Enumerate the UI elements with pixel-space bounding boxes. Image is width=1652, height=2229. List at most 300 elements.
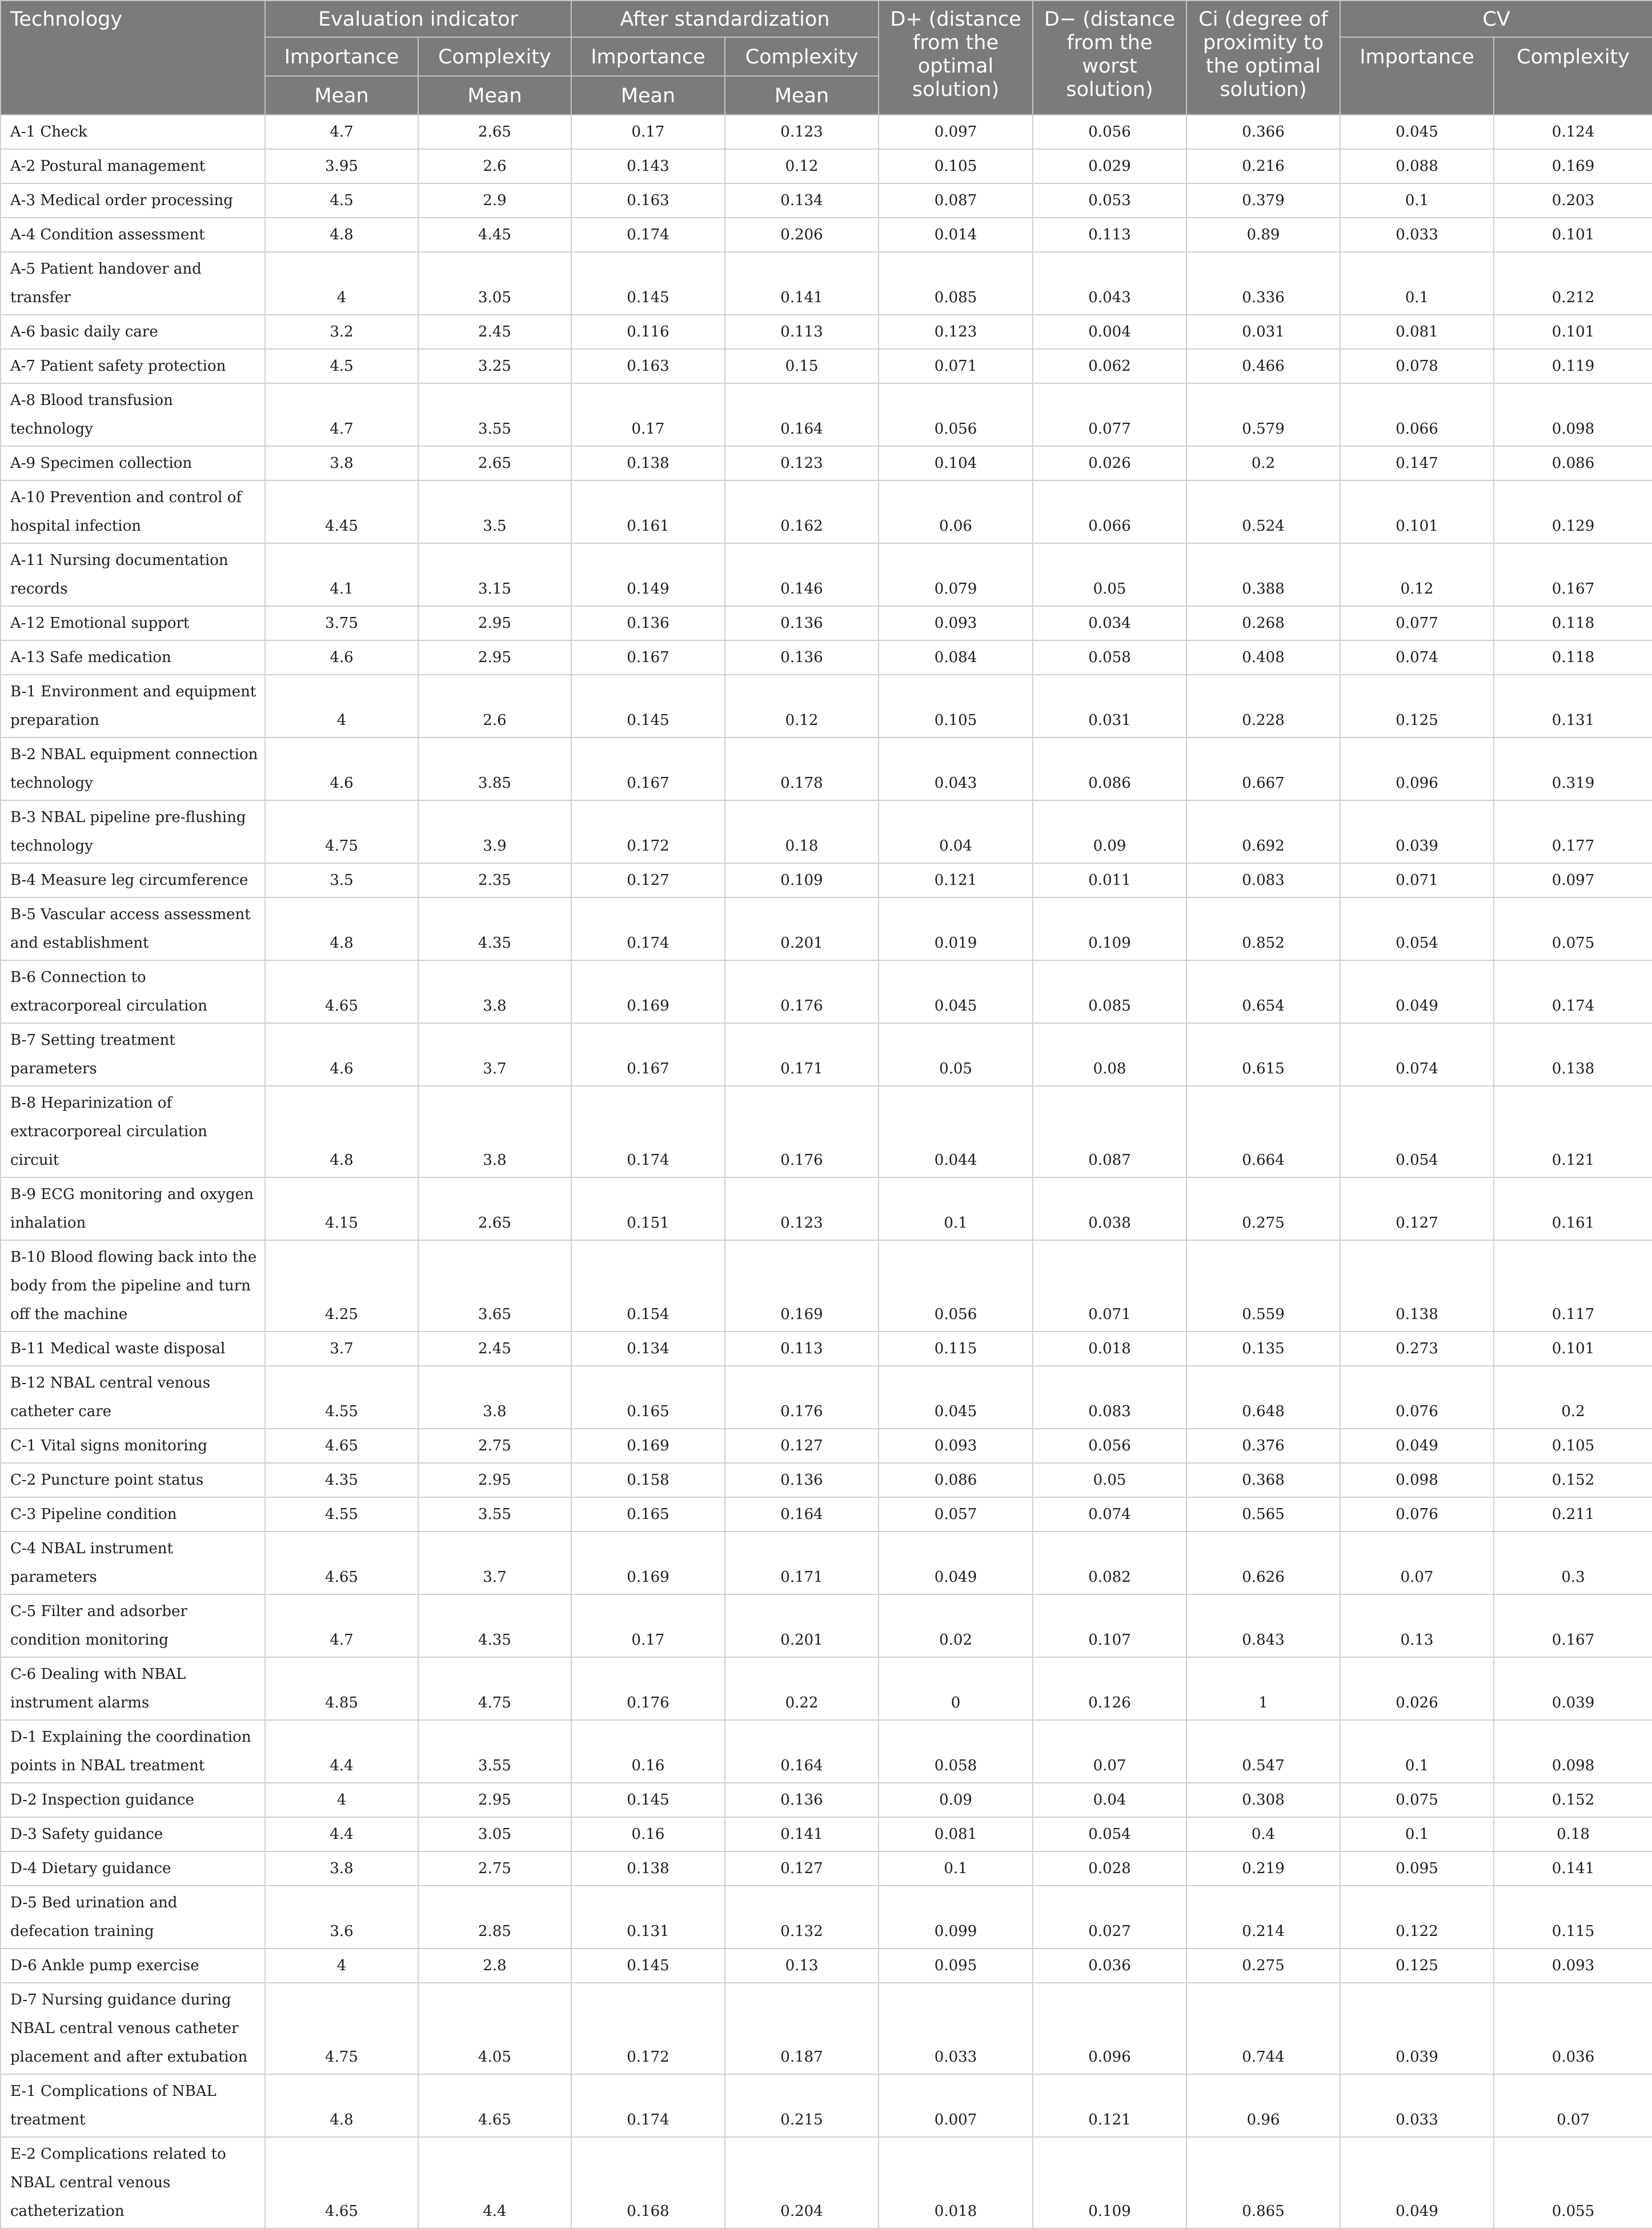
technology-cell: D-3 Safety guidance xyxy=(1,1817,265,1851)
complexity-mean-cell: 2.95 xyxy=(418,1783,571,1817)
importance-standardized-cell: 0.167 xyxy=(571,737,725,800)
importance-mean-cell: 3.7 xyxy=(265,1332,418,1366)
table-row xyxy=(1,1023,1652,1086)
importance-standardized-cell: 0.145 xyxy=(571,252,725,315)
d-plus-cell: 0.02 xyxy=(879,1594,1033,1657)
cv-complexity-cell: 0.167 xyxy=(1494,543,1652,606)
table-row xyxy=(1,1429,1652,1463)
d-minus-cell: 0.113 xyxy=(1033,218,1186,252)
cv-complexity-cell: 0.119 xyxy=(1494,349,1652,383)
cv-complexity-cell: 0.18 xyxy=(1494,1817,1652,1851)
header-d-plus: D+ (distance from the optimal solution) xyxy=(879,1,1033,115)
technology-cell: A-10 Prevention and control of hospital infection xyxy=(1,480,265,543)
d-plus-cell: 0.104 xyxy=(879,446,1033,480)
complexity-standardized-cell: 0.123 xyxy=(725,1177,879,1240)
cv-complexity-cell: 0.093 xyxy=(1494,1949,1652,1983)
cv-complexity-cell: 0.101 xyxy=(1494,1332,1652,1366)
ci-cell: 0.565 xyxy=(1186,1497,1340,1532)
cv-importance-cell: 0.273 xyxy=(1340,1332,1494,1366)
complexity-standardized-cell: 0.12 xyxy=(725,675,879,737)
ci-cell: 0.626 xyxy=(1186,1532,1340,1594)
ci-cell: 0.031 xyxy=(1186,315,1340,349)
importance-standardized-cell: 0.172 xyxy=(571,1983,725,2074)
complexity-mean-cell: 2.95 xyxy=(418,1463,571,1497)
technology-cell: A-1 Check xyxy=(1,115,265,149)
importance-mean-cell: 4.25 xyxy=(265,1240,418,1332)
technology-cell: C-5 Filter and adsorber condition monitoring xyxy=(1,1594,265,1657)
importance-standardized-cell: 0.138 xyxy=(571,446,725,480)
cv-importance-cell: 0.13 xyxy=(1340,1594,1494,1657)
header-mean: Mean xyxy=(265,76,418,115)
cv-complexity-cell: 0.319 xyxy=(1494,737,1652,800)
importance-standardized-cell: 0.16 xyxy=(571,1817,725,1851)
cv-importance-cell: 0.074 xyxy=(1340,640,1494,675)
complexity-mean-cell: 4.45 xyxy=(418,218,571,252)
d-plus-cell: 0.049 xyxy=(879,1532,1033,1594)
complexity-standardized-cell: 0.123 xyxy=(725,446,879,480)
technology-cell: D-6 Ankle pump exercise xyxy=(1,1949,265,1983)
complexity-standardized-cell: 0.164 xyxy=(725,383,879,446)
complexity-mean-cell: 2.35 xyxy=(418,863,571,897)
d-plus-cell: 0.09 xyxy=(879,1783,1033,1817)
cv-importance-cell: 0.098 xyxy=(1340,1463,1494,1497)
d-plus-cell: 0.099 xyxy=(879,1886,1033,1949)
d-plus-cell: 0.086 xyxy=(879,1463,1033,1497)
cv-complexity-cell: 0.3 xyxy=(1494,1532,1652,1594)
cv-complexity-cell: 0.124 xyxy=(1494,115,1652,149)
complexity-mean-cell: 2.95 xyxy=(418,606,571,640)
importance-mean-cell: 4.7 xyxy=(265,1594,418,1657)
complexity-mean-cell: 4.65 xyxy=(418,2074,571,2137)
d-plus-cell: 0.018 xyxy=(879,2137,1033,2228)
complexity-mean-cell: 4.35 xyxy=(418,897,571,960)
technology-cell: B-12 NBAL central venous catheter care xyxy=(1,1366,265,1429)
header-d-minus: D− (distance from the worst solution) xyxy=(1033,1,1186,115)
d-minus-cell: 0.087 xyxy=(1033,1086,1186,1177)
complexity-standardized-cell: 0.136 xyxy=(725,640,879,675)
d-plus-cell: 0.115 xyxy=(879,1332,1033,1366)
importance-standardized-cell: 0.174 xyxy=(571,1086,725,1177)
table-row xyxy=(1,115,1652,149)
importance-mean-cell: 4.8 xyxy=(265,2074,418,2137)
ci-cell: 1 xyxy=(1186,1657,1340,1720)
technology-cell: A-5 Patient handover and transfer xyxy=(1,252,265,315)
d-minus-cell: 0.029 xyxy=(1033,149,1186,183)
cv-complexity-cell: 0.105 xyxy=(1494,1429,1652,1463)
d-minus-cell: 0.109 xyxy=(1033,2137,1186,2228)
cv-importance-cell: 0.076 xyxy=(1340,1497,1494,1532)
ci-cell: 0.89 xyxy=(1186,218,1340,252)
technology-cell: A-13 Safe medication xyxy=(1,640,265,675)
complexity-standardized-cell: 0.123 xyxy=(725,115,879,149)
table-row xyxy=(1,1949,1652,1983)
d-minus-cell: 0.054 xyxy=(1033,1817,1186,1851)
technology-cell: B-7 Setting treatment parameters xyxy=(1,1023,265,1086)
complexity-standardized-cell: 0.171 xyxy=(725,1532,879,1594)
ci-cell: 0.376 xyxy=(1186,1429,1340,1463)
cv-complexity-cell: 0.118 xyxy=(1494,640,1652,675)
d-minus-cell: 0.026 xyxy=(1033,446,1186,480)
table-row xyxy=(1,1366,1652,1429)
importance-standardized-cell: 0.17 xyxy=(571,1594,725,1657)
table-row xyxy=(1,1594,1652,1657)
technology-cell: A-2 Postural management xyxy=(1,149,265,183)
d-minus-cell: 0.04 xyxy=(1033,1783,1186,1817)
ci-cell: 0.865 xyxy=(1186,2137,1340,2228)
importance-mean-cell: 3.2 xyxy=(265,315,418,349)
d-plus-cell: 0.056 xyxy=(879,1240,1033,1332)
importance-standardized-cell: 0.145 xyxy=(571,1949,725,1983)
header-mean: Mean xyxy=(571,76,725,115)
header-complexity: Complexity xyxy=(725,37,879,76)
d-plus-cell: 0.056 xyxy=(879,383,1033,446)
d-plus-cell: 0.123 xyxy=(879,315,1033,349)
d-minus-cell: 0.027 xyxy=(1033,1886,1186,1949)
table-row xyxy=(1,383,1652,446)
complexity-standardized-cell: 0.215 xyxy=(725,2074,879,2137)
importance-standardized-cell: 0.17 xyxy=(571,115,725,149)
cv-importance-cell: 0.1 xyxy=(1340,1817,1494,1851)
complexity-standardized-cell: 0.136 xyxy=(725,606,879,640)
table-row xyxy=(1,640,1652,675)
table-row xyxy=(1,1177,1652,1240)
cv-importance-cell: 0.066 xyxy=(1340,383,1494,446)
complexity-mean-cell: 3.85 xyxy=(418,737,571,800)
header-cv-importance: Importance xyxy=(1340,37,1494,115)
complexity-standardized-cell: 0.162 xyxy=(725,480,879,543)
cv-complexity-cell: 0.118 xyxy=(1494,606,1652,640)
importance-standardized-cell: 0.116 xyxy=(571,315,725,349)
technology-cell: A-7 Patient safety protection xyxy=(1,349,265,383)
d-minus-cell: 0.062 xyxy=(1033,349,1186,383)
importance-mean-cell: 4.5 xyxy=(265,349,418,383)
complexity-mean-cell: 2.65 xyxy=(418,1177,571,1240)
d-minus-cell: 0.056 xyxy=(1033,1429,1186,1463)
cv-importance-cell: 0.033 xyxy=(1340,218,1494,252)
complexity-mean-cell: 4.75 xyxy=(418,1657,571,1720)
complexity-standardized-cell: 0.113 xyxy=(725,1332,879,1366)
complexity-mean-cell: 4.35 xyxy=(418,1594,571,1657)
d-plus-cell: 0.033 xyxy=(879,1983,1033,2074)
importance-standardized-cell: 0.167 xyxy=(571,640,725,675)
cv-importance-cell: 0.076 xyxy=(1340,1366,1494,1429)
d-plus-cell: 0.043 xyxy=(879,737,1033,800)
complexity-mean-cell: 2.45 xyxy=(418,315,571,349)
complexity-standardized-cell: 0.178 xyxy=(725,737,879,800)
importance-mean-cell: 4.75 xyxy=(265,1983,418,2074)
d-minus-cell: 0.107 xyxy=(1033,1594,1186,1657)
importance-standardized-cell: 0.16 xyxy=(571,1720,725,1783)
cv-importance-cell: 0.125 xyxy=(1340,1949,1494,1983)
d-minus-cell: 0.028 xyxy=(1033,1851,1186,1886)
complexity-standardized-cell: 0.176 xyxy=(725,960,879,1023)
ci-cell: 0.2 xyxy=(1186,446,1340,480)
table-row xyxy=(1,1532,1652,1594)
complexity-standardized-cell: 0.176 xyxy=(725,1366,879,1429)
d-minus-cell: 0.077 xyxy=(1033,383,1186,446)
cv-importance-cell: 0.049 xyxy=(1340,960,1494,1023)
cv-complexity-cell: 0.138 xyxy=(1494,1023,1652,1086)
complexity-mean-cell: 2.95 xyxy=(418,640,571,675)
cv-importance-cell: 0.039 xyxy=(1340,1983,1494,2074)
d-minus-cell: 0.011 xyxy=(1033,863,1186,897)
technology-cell: D-2 Inspection guidance xyxy=(1,1783,265,1817)
technology-cell: B-3 NBAL pipeline pre-flushing technology xyxy=(1,800,265,863)
cv-complexity-cell: 0.115 xyxy=(1494,1886,1652,1949)
importance-mean-cell: 4.65 xyxy=(265,960,418,1023)
table-row xyxy=(1,1657,1652,1720)
d-plus-cell: 0.079 xyxy=(879,543,1033,606)
importance-mean-cell: 4.8 xyxy=(265,1086,418,1177)
importance-mean-cell: 4.8 xyxy=(265,897,418,960)
complexity-mean-cell: 2.45 xyxy=(418,1332,571,1366)
cv-importance-cell: 0.088 xyxy=(1340,149,1494,183)
importance-mean-cell: 4.45 xyxy=(265,480,418,543)
ci-cell: 0.579 xyxy=(1186,383,1340,446)
table-row xyxy=(1,315,1652,349)
complexity-standardized-cell: 0.206 xyxy=(725,218,879,252)
d-plus-cell: 0.057 xyxy=(879,1497,1033,1532)
d-plus-cell: 0.04 xyxy=(879,800,1033,863)
table-row xyxy=(1,1817,1652,1851)
complexity-mean-cell: 2.75 xyxy=(418,1429,571,1463)
d-minus-cell: 0.036 xyxy=(1033,1949,1186,1983)
importance-mean-cell: 4 xyxy=(265,675,418,737)
complexity-mean-cell: 3.7 xyxy=(418,1532,571,1594)
cv-importance-cell: 0.147 xyxy=(1340,446,1494,480)
d-minus-cell: 0.09 xyxy=(1033,800,1186,863)
complexity-standardized-cell: 0.13 xyxy=(725,1949,879,1983)
importance-standardized-cell: 0.172 xyxy=(571,800,725,863)
cv-complexity-cell: 0.2 xyxy=(1494,1366,1652,1429)
d-plus-cell: 0.105 xyxy=(879,149,1033,183)
table-row xyxy=(1,800,1652,863)
cv-importance-cell: 0.101 xyxy=(1340,480,1494,543)
cv-complexity-cell: 0.101 xyxy=(1494,218,1652,252)
importance-mean-cell: 4.65 xyxy=(265,2137,418,2228)
cv-importance-cell: 0.12 xyxy=(1340,543,1494,606)
complexity-mean-cell: 2.65 xyxy=(418,115,571,149)
cv-complexity-cell: 0.097 xyxy=(1494,863,1652,897)
ci-cell: 0.559 xyxy=(1186,1240,1340,1332)
cv-importance-cell: 0.078 xyxy=(1340,349,1494,383)
cv-complexity-cell: 0.117 xyxy=(1494,1240,1652,1332)
table-row xyxy=(1,543,1652,606)
technology-cell: B-9 ECG monitoring and oxygen inhalation xyxy=(1,1177,265,1240)
complexity-mean-cell: 3.05 xyxy=(418,1817,571,1851)
table-row xyxy=(1,897,1652,960)
ci-cell: 0.667 xyxy=(1186,737,1340,800)
d-minus-cell: 0.018 xyxy=(1033,1332,1186,1366)
cv-importance-cell: 0.138 xyxy=(1340,1240,1494,1332)
cv-importance-cell: 0.122 xyxy=(1340,1886,1494,1949)
importance-standardized-cell: 0.165 xyxy=(571,1366,725,1429)
ci-cell: 0.275 xyxy=(1186,1177,1340,1240)
technology-cell: C-3 Pipeline condition xyxy=(1,1497,265,1532)
complexity-mean-cell: 2.6 xyxy=(418,149,571,183)
header-importance: Importance xyxy=(571,37,725,76)
ci-cell: 0.96 xyxy=(1186,2074,1340,2137)
table-row xyxy=(1,480,1652,543)
complexity-standardized-cell: 0.164 xyxy=(725,1720,879,1783)
d-minus-cell: 0.031 xyxy=(1033,675,1186,737)
complexity-standardized-cell: 0.134 xyxy=(725,183,879,218)
cv-complexity-cell: 0.098 xyxy=(1494,383,1652,446)
table-row xyxy=(1,863,1652,897)
technology-cell: A-11 Nursing documentation records xyxy=(1,543,265,606)
importance-standardized-cell: 0.131 xyxy=(571,1886,725,1949)
d-minus-cell: 0.074 xyxy=(1033,1497,1186,1532)
importance-standardized-cell: 0.145 xyxy=(571,1783,725,1817)
importance-standardized-cell: 0.158 xyxy=(571,1463,725,1497)
table-row xyxy=(1,1086,1652,1177)
cv-complexity-cell: 0.169 xyxy=(1494,149,1652,183)
cv-complexity-cell: 0.152 xyxy=(1494,1783,1652,1817)
ci-cell: 0.4 xyxy=(1186,1817,1340,1851)
complexity-mean-cell: 3.55 xyxy=(418,1497,571,1532)
importance-mean-cell: 3.75 xyxy=(265,606,418,640)
d-plus-cell: 0.1 xyxy=(879,1851,1033,1886)
complexity-mean-cell: 2.8 xyxy=(418,1949,571,1983)
technology-cell: B-6 Connection to extracorporeal circulation xyxy=(1,960,265,1023)
cv-complexity-cell: 0.161 xyxy=(1494,1177,1652,1240)
d-minus-cell: 0.071 xyxy=(1033,1240,1186,1332)
d-plus-cell: 0.05 xyxy=(879,1023,1033,1086)
importance-mean-cell: 4.65 xyxy=(265,1429,418,1463)
complexity-mean-cell: 2.65 xyxy=(418,446,571,480)
complexity-mean-cell: 3.9 xyxy=(418,800,571,863)
table-row xyxy=(1,2074,1652,2137)
table-row xyxy=(1,606,1652,640)
d-minus-cell: 0.05 xyxy=(1033,1463,1186,1497)
cv-importance-cell: 0.054 xyxy=(1340,897,1494,960)
technology-cell: D-1 Explaining the coordination points in NBAL treatment xyxy=(1,1720,265,1783)
ci-cell: 0.466 xyxy=(1186,349,1340,383)
importance-mean-cell: 4 xyxy=(265,1783,418,1817)
ci-cell: 0.664 xyxy=(1186,1086,1340,1177)
table-row xyxy=(1,1497,1652,1532)
ci-cell: 0.852 xyxy=(1186,897,1340,960)
d-minus-cell: 0.082 xyxy=(1033,1532,1186,1594)
cv-complexity-cell: 0.141 xyxy=(1494,1851,1652,1886)
complexity-mean-cell: 2.6 xyxy=(418,675,571,737)
technology-cell: A-9 Specimen collection xyxy=(1,446,265,480)
ci-cell: 0.219 xyxy=(1186,1851,1340,1886)
importance-standardized-cell: 0.163 xyxy=(571,183,725,218)
table-row xyxy=(1,1720,1652,1783)
complexity-mean-cell: 3.8 xyxy=(418,1366,571,1429)
cv-importance-cell: 0.095 xyxy=(1340,1851,1494,1886)
complexity-mean-cell: 2.75 xyxy=(418,1851,571,1886)
complexity-standardized-cell: 0.18 xyxy=(725,800,879,863)
d-minus-cell: 0.038 xyxy=(1033,1177,1186,1240)
ci-cell: 0.214 xyxy=(1186,1886,1340,1949)
header-ci: Ci (degree of proximity to the optimal solution) xyxy=(1186,1,1340,115)
importance-standardized-cell: 0.167 xyxy=(571,1023,725,1086)
cv-complexity-cell: 0.131 xyxy=(1494,675,1652,737)
d-plus-cell: 0.087 xyxy=(879,183,1033,218)
technology-cell: E-1 Complications of NBAL treatment xyxy=(1,2074,265,2137)
d-plus-cell: 0.093 xyxy=(879,606,1033,640)
complexity-standardized-cell: 0.12 xyxy=(725,149,879,183)
complexity-standardized-cell: 0.127 xyxy=(725,1429,879,1463)
cv-importance-cell: 0.045 xyxy=(1340,115,1494,149)
importance-mean-cell: 4.75 xyxy=(265,800,418,863)
importance-mean-cell: 4 xyxy=(265,252,418,315)
complexity-mean-cell: 3.55 xyxy=(418,1720,571,1783)
importance-standardized-cell: 0.154 xyxy=(571,1240,725,1332)
importance-mean-cell: 4.7 xyxy=(265,383,418,446)
complexity-mean-cell: 3.7 xyxy=(418,1023,571,1086)
cv-importance-cell: 0.049 xyxy=(1340,2137,1494,2228)
complexity-standardized-cell: 0.127 xyxy=(725,1851,879,1886)
table-row xyxy=(1,252,1652,315)
table-row xyxy=(1,675,1652,737)
complexity-standardized-cell: 0.169 xyxy=(725,1240,879,1332)
d-plus-cell: 0.105 xyxy=(879,675,1033,737)
cv-importance-cell: 0.071 xyxy=(1340,863,1494,897)
cv-importance-cell: 0.039 xyxy=(1340,800,1494,863)
cv-complexity-cell: 0.203 xyxy=(1494,183,1652,218)
importance-standardized-cell: 0.169 xyxy=(571,960,725,1023)
ci-cell: 0.648 xyxy=(1186,1366,1340,1429)
cv-importance-cell: 0.1 xyxy=(1340,183,1494,218)
ci-cell: 0.547 xyxy=(1186,1720,1340,1783)
cv-complexity-cell: 0.101 xyxy=(1494,315,1652,349)
header-mean: Mean xyxy=(418,76,571,115)
ci-cell: 0.379 xyxy=(1186,183,1340,218)
complexity-standardized-cell: 0.109 xyxy=(725,863,879,897)
d-plus-cell: 0.045 xyxy=(879,1366,1033,1429)
importance-standardized-cell: 0.169 xyxy=(571,1532,725,1594)
importance-standardized-cell: 0.143 xyxy=(571,149,725,183)
importance-standardized-cell: 0.151 xyxy=(571,1177,725,1240)
d-minus-cell: 0.058 xyxy=(1033,640,1186,675)
complexity-standardized-cell: 0.187 xyxy=(725,1983,879,2074)
ci-cell: 0.692 xyxy=(1186,800,1340,863)
header-technology: Technology xyxy=(1,1,265,115)
importance-standardized-cell: 0.163 xyxy=(571,349,725,383)
table-row xyxy=(1,960,1652,1023)
d-minus-cell: 0.126 xyxy=(1033,1657,1186,1720)
cv-importance-cell: 0.049 xyxy=(1340,1429,1494,1463)
d-plus-cell: 0.045 xyxy=(879,960,1033,1023)
table-row xyxy=(1,1851,1652,1886)
complexity-standardized-cell: 0.132 xyxy=(725,1886,879,1949)
ci-cell: 0.268 xyxy=(1186,606,1340,640)
d-minus-cell: 0.053 xyxy=(1033,183,1186,218)
cv-complexity-cell: 0.098 xyxy=(1494,1720,1652,1783)
cv-complexity-cell: 0.055 xyxy=(1494,2137,1652,2228)
d-minus-cell: 0.086 xyxy=(1033,737,1186,800)
importance-mean-cell: 4.7 xyxy=(265,115,418,149)
table-row xyxy=(1,1240,1652,1332)
d-minus-cell: 0.096 xyxy=(1033,1983,1186,2074)
complexity-standardized-cell: 0.141 xyxy=(725,252,879,315)
importance-mean-cell: 4.5 xyxy=(265,183,418,218)
cv-importance-cell: 0.054 xyxy=(1340,1086,1494,1177)
cv-importance-cell: 0.07 xyxy=(1340,1532,1494,1594)
d-minus-cell: 0.043 xyxy=(1033,252,1186,315)
technology-cell: A-6 basic daily care xyxy=(1,315,265,349)
complexity-mean-cell: 2.85 xyxy=(418,1886,571,1949)
complexity-standardized-cell: 0.176 xyxy=(725,1086,879,1177)
importance-mean-cell: 4.85 xyxy=(265,1657,418,1720)
complexity-mean-cell: 4.05 xyxy=(418,1983,571,2074)
complexity-mean-cell: 3.05 xyxy=(418,252,571,315)
complexity-mean-cell: 3.15 xyxy=(418,543,571,606)
cv-complexity-cell: 0.129 xyxy=(1494,480,1652,543)
